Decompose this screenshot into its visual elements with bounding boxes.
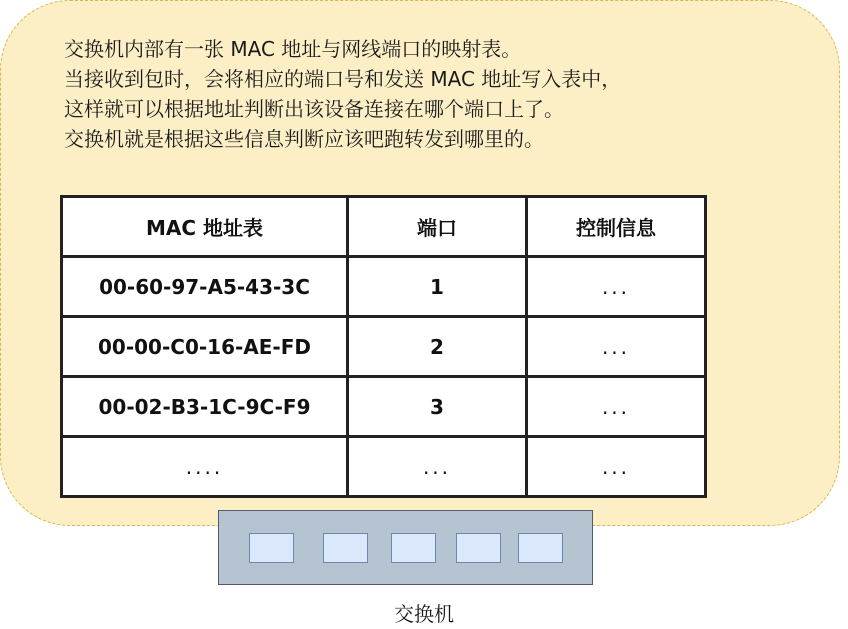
mac-address-table — [60, 195, 707, 498]
header-control-info: 控制信息 — [527, 197, 706, 257]
control-info-cell: ... — [527, 317, 706, 377]
description-line: 这样就可以根据地址判断出该设备连接在哪个端口上了。 — [64, 97, 564, 121]
table-row — [62, 317, 706, 377]
port-cell: 3 — [348, 377, 527, 437]
port-cell: ... — [348, 437, 527, 497]
port-cell: 1 — [348, 257, 527, 317]
header-port: 端口 — [348, 197, 527, 257]
control-info-cell: ... — [527, 257, 706, 317]
switch-port — [518, 533, 563, 563]
table-row — [62, 257, 706, 317]
description-line: 交换机内部有一张 MAC 地址与网线端口的映射表。 — [64, 37, 522, 61]
mac-cell: .... — [62, 437, 348, 497]
control-info-cell: ... — [527, 377, 706, 437]
mac-cell: 00-60-97-A5-43-3C — [62, 257, 348, 317]
switch-port — [323, 533, 368, 563]
table-row — [62, 437, 706, 497]
port-cell: 2 — [348, 317, 527, 377]
table-header-row — [62, 197, 706, 257]
mac-cell: 00-02-B3-1C-9C-F9 — [62, 377, 348, 437]
switch-label: 交换机 — [394, 602, 454, 626]
switch-port — [391, 533, 436, 563]
mac-cell: 00-00-C0-16-AE-FD — [62, 317, 348, 377]
table-row — [62, 377, 706, 437]
description-line: 当接收到包时，会将相应的端口号和发送 MAC 地址写入表中， — [64, 67, 622, 91]
switch-port — [249, 533, 294, 563]
switch-device — [218, 510, 593, 585]
description-text — [64, 34, 794, 154]
control-info-cell: ... — [527, 437, 706, 497]
header-mac-address-table: MAC 地址表 — [62, 197, 348, 257]
switch-port — [456, 533, 501, 563]
description-line: 交换机就是根据这些信息判断应该吧跑转发到哪里的。 — [64, 127, 544, 151]
